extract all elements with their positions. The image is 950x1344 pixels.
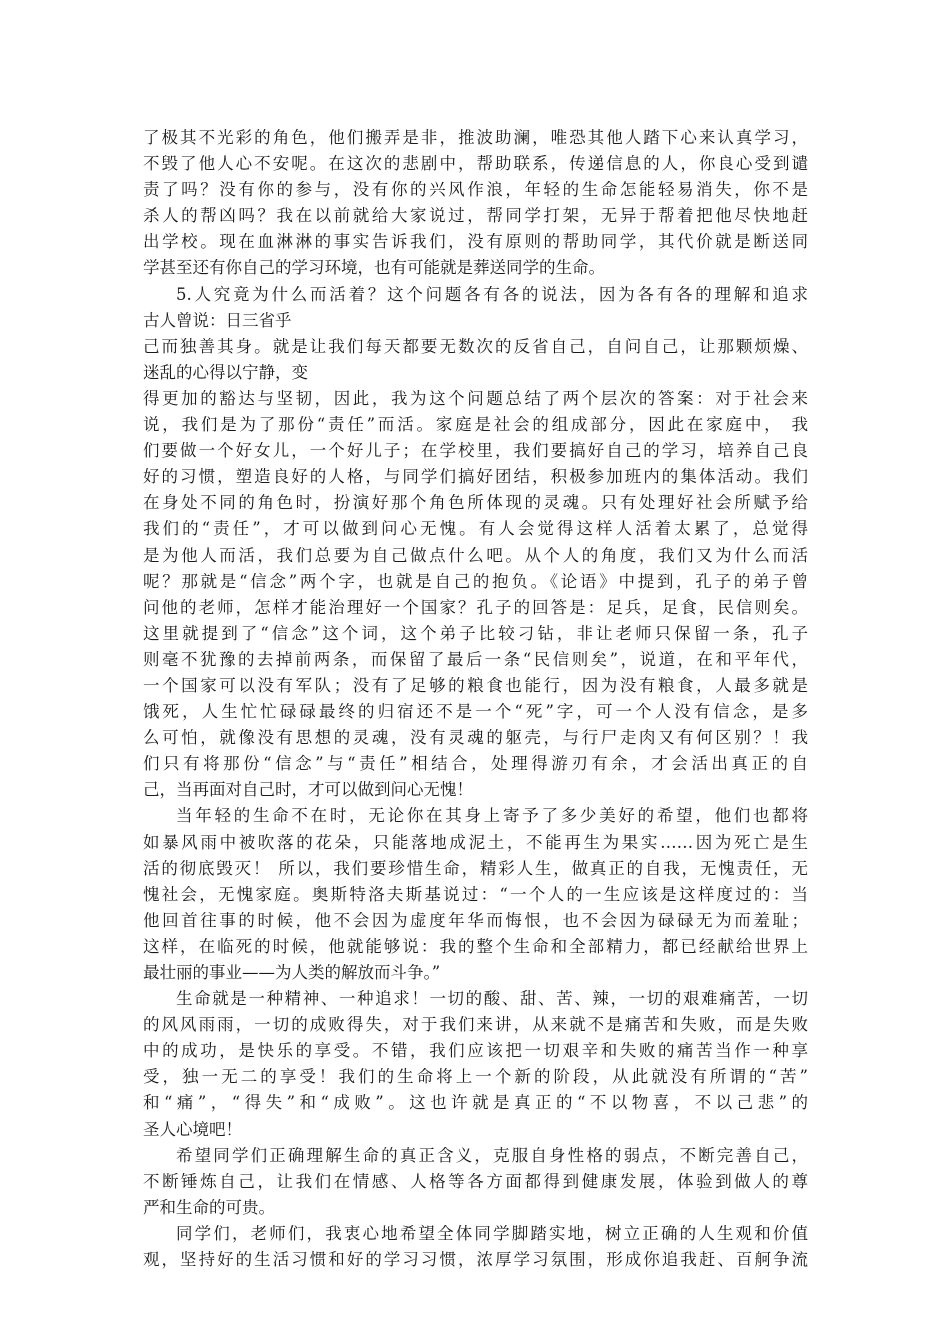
text-line: 得更加的豁达与坚韧，因此，我为这个问题总结了两个层次的答案：对于社会来 (143, 388, 808, 408)
text-line: 责了吗？没有你的参与，没有你的兴风作浪，年轻的生命怎能轻易消失，你不是 (143, 180, 808, 200)
text-line: 在身处不同的角色时，扮演好那个角色所体现的灵魂。只有处理好社会所赋予给 (143, 493, 808, 513)
text-line: 圣人心境吧！ (143, 1119, 242, 1139)
text-line: 么可怕，就像没有思想的灵魂，没有灵魂的躯壳，与行尸走肉又有何区别？！我 (143, 728, 808, 748)
text-line: 他回首往事的时候，他不会因为虚度年华而悔恨，也不会因为碌碌无为而羞耻； (143, 910, 808, 930)
text-line: 同学们，老师们，我衷心地希望全体同学脚踏实地，树立正确的人生观和价值 (176, 1223, 808, 1243)
text-line: 生命就是一种精神、一种追求！一切的酸、甜、苦、辣，一切的艰难痛苦，一切 (176, 989, 808, 1009)
text-line: 说，我们是为了那份“责任”而活。家庭是社会的组成部分，因此在家庭中， 我 (143, 415, 808, 435)
text-line: 观，坚持好的生活习惯和好的学习习惯，浓厚学习氛围，形成你追我赶、百舸争流 (143, 1250, 808, 1270)
text-line: 这里就提到了“信念”这个词，这个弟子比较刁钻，非让老师只保留一条，孔子 (143, 623, 808, 643)
text-line: 了极其不光彩的角色，他们搬弄是非，推波助澜，唯恐其他人踏下心来认真学习， (143, 128, 808, 147)
text-line: 活的彻底毁灭！ 所以，我们要珍惜生命，精彩人生，做真正的自我，无愧责任，无 (143, 858, 808, 878)
text-line: 们要做一个好女儿，一个好儿子；在学校里，我们要搞好自己的学习，培养自己良 (143, 441, 808, 461)
text-line: 呢？那就是“信念”两个字，也就是自己的抱负。《论语》中提到，孔子的弟子曾 (143, 571, 808, 591)
text-line: 出学校。现在血淋淋的事实告诉我们，没有原则的帮助同学，其代价就是断送同 (143, 232, 808, 252)
text-line: 最壮丽的事业——为人类的解放而斗争。” (143, 963, 441, 982)
text-line: 受，独一无二的享受！我们的生命将上一个新的阶段，从此就没有所谓的“苦” (143, 1067, 808, 1087)
text-line: 当年轻的生命不在时，无论你在其身上寄予了多少美好的希望，他们也都将 (176, 806, 808, 826)
text-line: 是为他人而活，我们总要为自己做点什么吧。从个人的角度，我们又为什么而活 (143, 545, 808, 565)
text-line: 问他的老师，怎样才能治理好一个国家？孔子的回答是：足兵，足食，民信则矣。 (143, 597, 808, 617)
text-line: 和“痛”，“得失”和“成败”。这也许就是真正的“不以物喜，不以己悲”的 (143, 1093, 808, 1113)
text-line: 我们的“责任”，才可以做到问心无愧。有人会觉得这样人活着太累了，总觉得 (143, 519, 808, 539)
text-line: 己而独善其身。就是让我们每天都要无数次的反省自己，自问自己，让那颗烦燥、 (143, 336, 808, 356)
text-line: 不断锤炼自己，让我们在情感、人格等各方面都得到健康发展，体验到做人的尊 (143, 1171, 808, 1191)
text-line: 迷乱的心得以宁静，变 (143, 362, 308, 382)
text-line: 中的成功，是快乐的享受。不错，我们应该把一切艰辛和失败的痛苦当作一种享 (143, 1041, 808, 1061)
text-line: 学甚至还有你自己的学习环境，也有可能就是葬送同学的生命。 (143, 258, 605, 278)
text-line: 的风风雨雨，一切的成败得失，对于我们来讲，从来就不是痛苦和失败，而是失败 (143, 1015, 808, 1035)
text-line: 好的习惯，塑造良好的人格，与同学们搞好团结，积极参加班内的集体活动。我们 (143, 467, 808, 487)
text-line: 如暴风雨中被吹落的花朵，只能落地成泥土，不能再生为果实……因为死亡是生 (143, 832, 808, 852)
text-line: 则毫不犹豫的去掉前两条，而保留了最后一条“民信则矣”，说道，在和平年代， (143, 649, 808, 669)
text-line: 杀人的帮凶吗？我在以前就给大家说过，帮同学打架，无异于帮着把他尽快地赶 (143, 206, 808, 226)
text-line: 5.人究竟为什么而活着？这个问题各有各的说法，因为各有各的理解和追求 (176, 284, 808, 304)
text-line: 己，当再面对自己时，才可以做到问心无愧！ (143, 780, 473, 800)
text-line: 这样，在临死的时候，他就能够说：我的整个生命和全部精力，都已经献给世界上 (143, 936, 808, 956)
document-page (143, 125, 808, 1273)
text-line: 古人曾说：日三省乎 (143, 310, 292, 330)
text-line: 们只有将那份“信念”与“责任”相结合，处理得游刃有余，才会活出真正的自 (143, 754, 808, 774)
text-line: 愧社会，无愧家庭。奥斯特洛夫斯基说过：“一个人的一生应该是这样度过的：当 (143, 884, 808, 904)
text-line: 希望同学们正确理解生命的真正含义，克服自身性格的弱点，不断完善自己， (176, 1145, 808, 1165)
text-line: 不毁了他人心不安呢。在这次的悲剧中，帮助联系，传递信息的人，你良心受到谴 (143, 154, 808, 174)
text-line: 严和生命的可贵。 (143, 1197, 275, 1217)
text-line: 饿死，人生忙忙碌碌最终的归宿还不是一个“死”字，可一个人没有信念，是多 (143, 702, 808, 722)
text-line: 一个国家可以没有军队；没有了足够的粮食也能行，因为没有粮食，人最多就是 (143, 675, 808, 695)
